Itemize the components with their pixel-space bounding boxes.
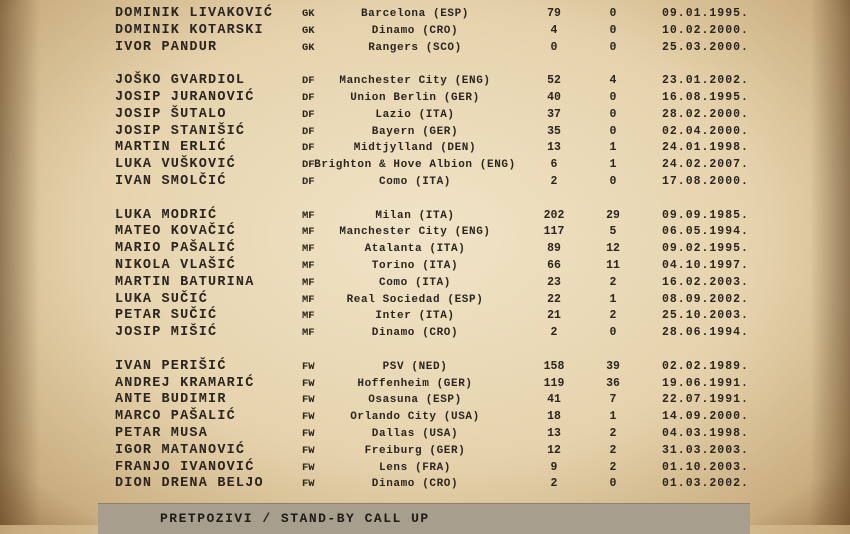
player-birthdate: 28.02.2000. [662,107,749,121]
player-birthdate: 04.03.1998. [662,426,749,440]
player-name: JOSIP ŠUTALO [115,106,227,122]
player-birthdate: 16.02.2003. [662,275,749,289]
player-position: FW [302,377,315,390]
player-row: IVAN PERIŠIĆ FW PSV (NED) 158 39 02.02.1989. [115,358,749,374]
standby-label: PRETPOZIVI / STAND-BY CALL UP [160,511,430,526]
player-birthdate: 16.08.1995. [662,90,749,104]
player-row: JOSIP ŠUTALO DF Lazio (ITA) 37 0 28.02.2000. [115,106,749,122]
player-position: FW [302,444,315,457]
player-name: DOMINIK LIVAKOVIĆ [115,6,274,21]
player-birthdate: 01.03.2002. [662,477,749,491]
player-position: FW [302,394,315,407]
player-name: IVAN PERIŠIĆ [115,358,227,374]
player-name: MARCO PAŠALIĆ [115,409,236,425]
player-position: MF [302,310,315,323]
player-name: LUKA VUŠKOVIĆ [115,157,236,173]
player-position: DF [302,142,315,155]
player-name: JOSIP MIŠIĆ [115,325,218,341]
player-position: GK [302,24,315,37]
player-row: MARIO PAŠALIĆ MF Atalanta (ITA) 89 12 09.02.1995. [115,241,749,257]
player-position: DF [302,125,315,138]
player-row: MARCO PAŠALIĆ FW Orlando City (USA) 18 1 14.09.2000. [115,409,749,425]
squad-roster [0,6,850,493]
player-position: GK [302,41,315,54]
player-name: MATEO KOVAČIĆ [115,224,236,240]
player-birthdate: 09.02.1995. [662,242,749,256]
player-name: PETAR SUČIĆ [115,308,218,324]
player-row: IGOR MATANOVIĆ FW Freiburg (GER) 12 2 31.03.2003. [115,442,749,458]
player-birthdate: 02.02.1989. [662,359,749,373]
player-name: JOSIP STANIŠIĆ [115,123,246,139]
player-birthdate: 19.06.1991. [662,376,749,390]
player-row: MARTIN BATURINA MF Como (ITA) 23 2 16.02.2003. [115,274,749,290]
player-birthdate: 10.02.2000. [662,23,749,37]
player-name: DION DRENA BELJO [115,476,264,492]
player-position: FW [302,360,315,373]
player-position: MF [302,293,315,306]
group-spacer [0,56,850,73]
player-birthdate: 09.09.1985. [662,208,749,222]
player-name: ANTE BUDIMIR [115,392,227,408]
player-birthdate: 02.04.2000. [662,124,749,138]
player-name: FRANJO IVANOVIĆ [115,459,255,475]
player-row: JOSIP MIŠIĆ MF Dinamo (CRO) 2 0 28.06.1994. [115,325,749,341]
player-birthdate: 14.09.2000. [662,410,749,424]
player-row: PETAR MUSA FW Dallas (USA) 13 2 04.03.1998. [115,425,749,441]
player-birthdate: 28.06.1994. [662,326,749,340]
player-position: FW [302,461,315,474]
player-birthdate: 25.03.2000. [662,40,749,54]
player-birthdate: 25.10.2003. [662,309,749,323]
player-row: MARTIN ERLIĆ DF Midtjylland (DEN) 13 1 24.01.1998. [115,140,749,156]
player-name: LUKA MODRIĆ [115,207,218,223]
group-spacer [0,191,850,208]
standby-banner [98,503,750,534]
player-position: FW [302,411,315,424]
player-row: IVOR PANDUR GK Rangers (SCO) 0 0 25.03.2000. [115,39,749,55]
player-name: MARTIN BATURINA [115,274,255,290]
player-position: FW [302,427,315,440]
player-position: DF [302,159,315,172]
player-position: MF [302,259,315,272]
player-name: MARTIN ERLIĆ [115,140,227,156]
player-row: JOSIP STANIŠIĆ DF Bayern (GER) 35 0 02.04.2000. [115,123,749,139]
player-birthdate: 17.08.2000. [662,174,749,188]
player-name: DOMINIK KOTARSKI [115,22,264,38]
player-position: GK [302,8,315,20]
player-name: PETAR MUSA [115,425,209,441]
player-birthdate: 01.10.2003. [662,460,749,474]
player-name: LUKA SUČIĆ [115,291,209,307]
player-name: IVOR PANDUR [115,39,218,55]
player-position: DF [302,91,315,104]
player-birthdate: 06.05.1994. [662,225,749,239]
player-row: DOMINIK LIVAKOVIĆ GK Barcelona (ESP) 79 0 09.01.1995. [115,6,749,21]
player-row: IVAN SMOLČIĆ DF Como (ITA) 2 0 17.08.2000. [115,173,749,189]
player-birthdate: 24.02.2007. [662,158,749,172]
player-position: MF [302,243,315,256]
player-row: NIKOLA VLAŠIĆ MF Torino (ITA) 66 11 04.10.1997. [115,257,749,273]
player-name: NIKOLA VLAŠIĆ [115,257,236,273]
player-row: ANDREJ KRAMARIĆ FW Hoffenheim (GER) 119 36 19.06.1991. [115,375,749,391]
player-row: LUKA MODRIĆ MF Milan (ITA) 202 29 09.09.1985. [115,207,749,223]
player-row: FRANJO IVANOVIĆ FW Lens (FRA) 9 2 01.10.2003. [115,459,749,475]
player-name: ANDREJ KRAMARIĆ [115,375,255,391]
player-birthdate: 24.01.1998. [662,141,749,155]
player-name: MARIO PAŠALIĆ [115,241,236,257]
player-birthdate: 22.07.1991. [662,393,749,407]
player-name: IVAN SMOLČIĆ [115,173,227,189]
player-position: MF [302,209,315,222]
player-row: MATEO KOVAČIĆ MF Manchester City (ENG) 117 5 06.05.1994. [115,224,749,240]
player-row: DION DRENA BELJO FW Dinamo (CRO) 2 0 01.03.2002. [115,476,749,492]
player-row: ANTE BUDIMIR FW Osasuna (ESP) 41 7 22.07.1991. [115,392,749,408]
player-birthdate: 04.10.1997. [662,258,749,272]
player-position: FW [302,478,315,491]
player-position: MF [302,226,315,239]
player-birthdate: 09.01.1995. [662,7,749,20]
player-position: DF [302,75,315,88]
player-position: DF [302,175,315,188]
player-row: LUKA SUČIĆ MF Real Sociedad (ESP) 22 1 08.09.2002. [115,291,749,307]
player-name: JOSIP JURANOVIĆ [115,89,255,105]
player-row: PETAR SUČIĆ MF Inter (ITA) 21 2 25.10.2003. [115,308,749,324]
player-birthdate: 08.09.2002. [662,292,749,306]
player-birthdate: 31.03.2003. [662,443,749,457]
player-name: JOŠKO GVARDIOL [115,73,246,89]
group-spacer [0,342,850,359]
player-row: DOMINIK KOTARSKI GK Dinamo (CRO) 4 0 10.02.2000. [115,22,749,38]
player-row: JOŠKO GVARDIOL DF Manchester City (ENG) 52 4 23.01.2002. [115,73,749,89]
player-position: MF [302,327,315,340]
player-position: DF [302,108,315,121]
player-birthdate: 23.01.2002. [662,74,749,88]
player-name: IGOR MATANOVIĆ [115,442,246,458]
player-row: JOSIP JURANOVIĆ DF Union Berlin (GER) 40 0 16.08.1995. [115,89,749,105]
player-position: MF [302,276,315,289]
player-row: LUKA VUŠKOVIĆ DF Brighton & Hove Albion (ENG) 6 1 24.02.2007. [115,157,749,173]
